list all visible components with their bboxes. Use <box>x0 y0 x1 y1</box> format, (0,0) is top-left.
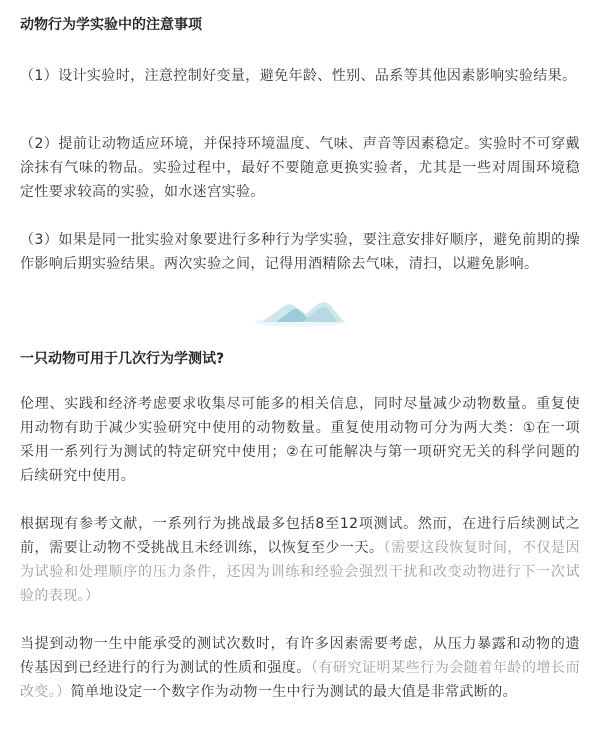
section-title-precautions: 动物行为学实验中的注意事项 <box>20 17 202 33</box>
test-series-note: （需要这段恢复时间，不仅是因为试验和处理顺序的压力条件，还因为训练和经验会强烈干扰和改变动物进行下一次试验的表现。） <box>20 540 580 604</box>
lifetime-tests-note: （有研究证明某些行为会随着年龄的增长而改变。） <box>20 660 580 700</box>
test-series-main-text: 根据现有参考文献，一系列行为挑战最多包括8至12项测试。然而，在进行后续测试之前，需要让动物不受挑战且未经训练，以恢复至少一天。 <box>20 516 580 556</box>
paragraph-lifetime-tests <box>20 632 580 704</box>
mountain-divider-icon <box>240 292 360 328</box>
precaution-item-3: （3）如果是同一批实验对象要进行多种行为学实验，要注意安排好顺序，避免前期的操作影响后期实验结果。两次实验之间，记得用酒精除去气味，清扫，以避免影响。 <box>20 232 580 272</box>
paragraph-test-series <box>20 512 580 608</box>
lifetime-tests-tail-text: 简单地设定一个数字作为动物一生中行为测试的最大值是非常武断的。 <box>70 684 518 700</box>
section-title-test-count: 一只动物可用于几次行为学测试? <box>20 351 225 367</box>
paragraph-animal-reuse: 伦理、实践和经济考虑要求收集尽可能多的相关信息，同时尽量减少动物数量。重复使用动物有助于减少实验研究中使用的动物数量。重复使用动物可分为两大类：①在一项采用一系列行为测试的特定研究中使用；②在可能解决与第一项研究无关的科学问题的后续研究中使用。 <box>20 396 580 484</box>
precaution-item-1: （1）设计实验时，注意控制好变量，避免年龄、性别、品系等其他因素影响实验结果。 <box>20 68 577 84</box>
lifetime-tests-main-text: 当提到动物一生中能承受的测试次数时，有许多因素需要考虑，从压力暴露和动物的遗传基因到已经进行的行为测试的性质和强度。 <box>20 636 580 676</box>
precaution-item-2: （2）提前让动物适应环境，并保持环境温度、气味、声音等因素稳定。实验时不可穿戴涂抹有气味的物品。实验过程中，最好不要随意更换实验者，尤其是一些对周围环境稳定性要求较高的实验，如水迷宫实验。 <box>20 136 580 200</box>
